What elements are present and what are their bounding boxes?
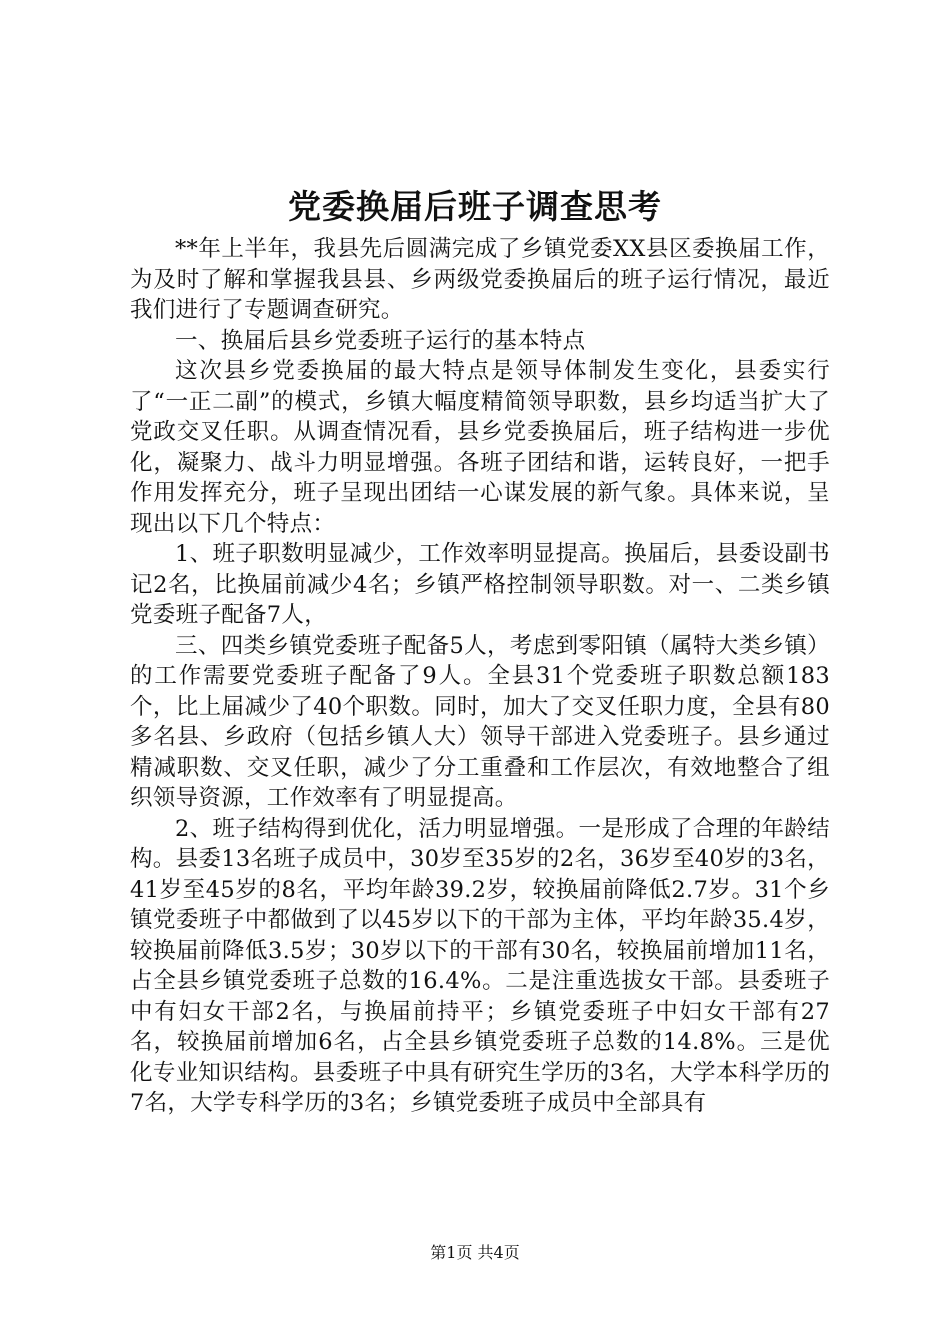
- document-body: [130, 234, 830, 1119]
- section-heading-1: 一、换届后县乡党委班子运行的基本特点: [175, 327, 586, 354]
- page-footer: 第1页 共4页: [430, 1243, 520, 1262]
- paragraph-point-1-continued: 三、四类乡镇党委班子配备5人，考虑到零阳镇（属特大类乡镇）的工作需要党委班子配备了9人。全县31个党委班子职数总额183个，比上届减少了40个职数。同时，加大了交叉任职力度，全县有80多名县、乡政府（包括乡镇人大）领导干部进入党委班子。县乡通过精减职数、交叉任职，减少了分工重叠和工作层次，有效地整合了组织领导资源，工作效率有了明显提高。: [130, 632, 830, 811]
- paragraph-point-2: 2、班子结构得到优化，活力明显增强。一是形成了合理的年龄结构。县委13名班子成员中，30岁至35岁的2名，36岁至40岁的3名，41岁至45岁的8名，平均年龄39.2岁，较换届前降低2.7岁。31个乡镇党委班子中都做到了以45岁以下的干部为主体，平均年龄35.4岁，较换届前降低3.5岁；30岁以下的干部有30名，较换届前增加11名，占全县乡镇党委班子总数的16.4%。二是注重选拔女干部。县委班子中有妇女干部2名，与换届前持平；乡镇党委班子中妇女干部有27名，较换届前增加6名，占全县乡镇党委班子总数的14.8%。三是优化专业知识结构。县委班子中具有研究生学历的3名，大学本科学历的7名，大学专科学历的3名；乡镇党委班子成员中全部具有: [130, 815, 830, 1116]
- document-title: 党委换届后班子调查思考: [288, 187, 662, 226]
- paragraph-overview: 这次县乡党委换届的最大特点是领导体制发生变化，县委实行了“一正二副”的模式，乡镇大幅度精简领导职数，县乡均适当扩大了党政交叉任职。从调查情况看，县乡党委换届后，班子结构进一步优化，凝聚力、战斗力明显增强。各班子团结和谐，运转良好，一把手作用发挥充分，班子呈现出团结一心谋发展的新气象。具体来说，呈现出以下几个特点：: [130, 358, 830, 537]
- paragraph-point-1: 1、班子职数明显减少，工作效率明显提高。换届后，县委设副书记2名，比换届前减少4名；乡镇严格控制领导职数。对一、二类乡镇党委班子配备7人，: [130, 541, 830, 628]
- paragraph-intro: **年上半年，我县先后圆满完成了乡镇党委XX县区委换届工作，为及时了解和掌握我县县、乡两级党委换届后的班子运行情况，最近我们进行了专题调查研究。: [130, 236, 830, 323]
